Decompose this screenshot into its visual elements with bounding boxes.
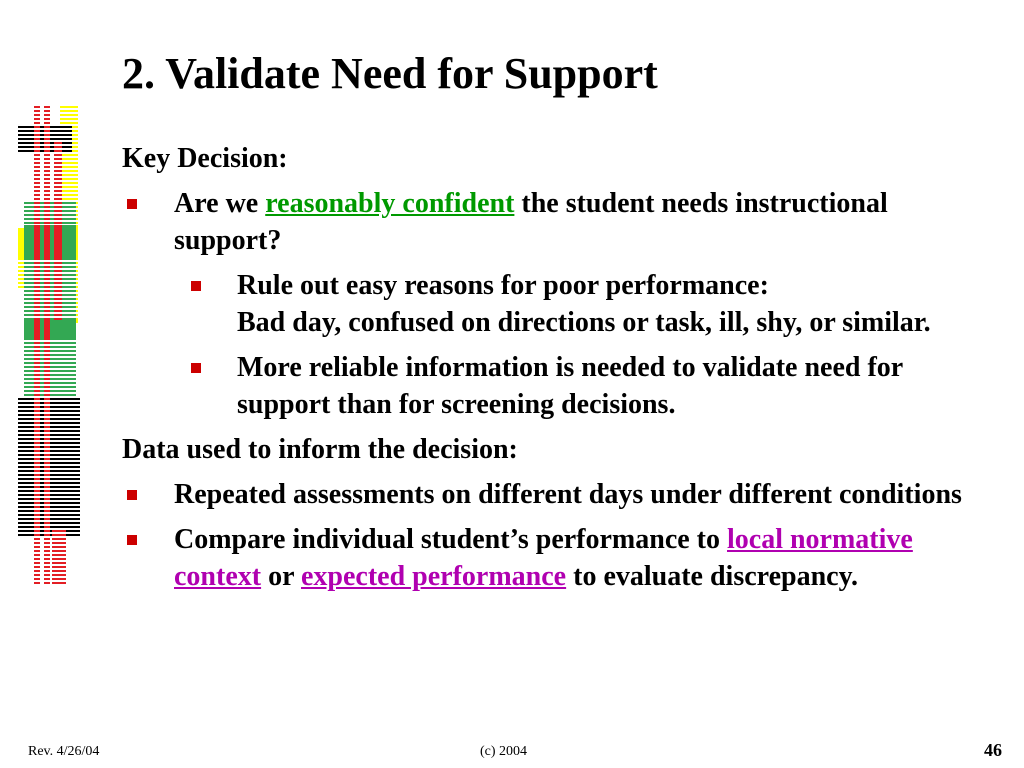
sub-bullet-text: Bad day, confused on directions or task, ill, shy, or similar.	[237, 307, 931, 338]
footer-revision: Rev. 4/26/04	[28, 744, 100, 759]
square-bullet-icon	[127, 199, 137, 209]
bullet-text: Are we	[174, 188, 266, 219]
footer-copyright: (c) 2004	[480, 744, 528, 759]
data-used-heading: Data used to inform the decision:	[122, 434, 518, 465]
decorative-stripes	[14, 100, 84, 590]
key-decision-heading: Key Decision:	[122, 143, 288, 174]
deco-stripe-overlay-2	[14, 260, 84, 320]
bullet-reasonably-confident	[122, 185, 1002, 259]
bullet-text: Repeated assessments on different days under different conditions	[174, 479, 962, 510]
deco-stripe-overlay-1	[14, 105, 84, 225]
square-bullet-icon	[127, 535, 137, 545]
page-number: 46	[984, 740, 1002, 760]
local-normative-context-link[interactable]: local normative context	[174, 524, 913, 592]
square-bullet-icon	[191, 281, 201, 291]
sub-bullet-text: Rule out easy reasons for poor performance:	[237, 270, 769, 301]
expected-performance-link[interactable]: expected performance	[301, 561, 567, 592]
square-bullet-icon	[191, 363, 201, 373]
bullet-repeated-assessments	[122, 476, 1002, 513]
bullet-text: or	[261, 561, 301, 592]
reasonably-confident-link[interactable]: reasonably confident	[265, 188, 515, 219]
deco-stripe-overlay-3	[14, 340, 84, 590]
sub-bullet-text: More reliable information is needed to validate need for support than for screening decisions.	[237, 352, 903, 420]
bullet-compare-performance	[122, 521, 1002, 595]
sub-bullet-reliable-info	[122, 349, 1002, 423]
sub-bullet-rule-out	[122, 267, 1002, 341]
bullet-text: Compare individual student’s performance to	[174, 524, 727, 555]
square-bullet-icon	[127, 490, 137, 500]
bullet-text: to evaluate discrepancy.	[566, 561, 859, 592]
slide-title: 2. Validate Need for Support	[122, 49, 658, 98]
bullet-text: the student needs instructional support?	[174, 188, 888, 256]
slide-body	[122, 140, 1002, 603]
